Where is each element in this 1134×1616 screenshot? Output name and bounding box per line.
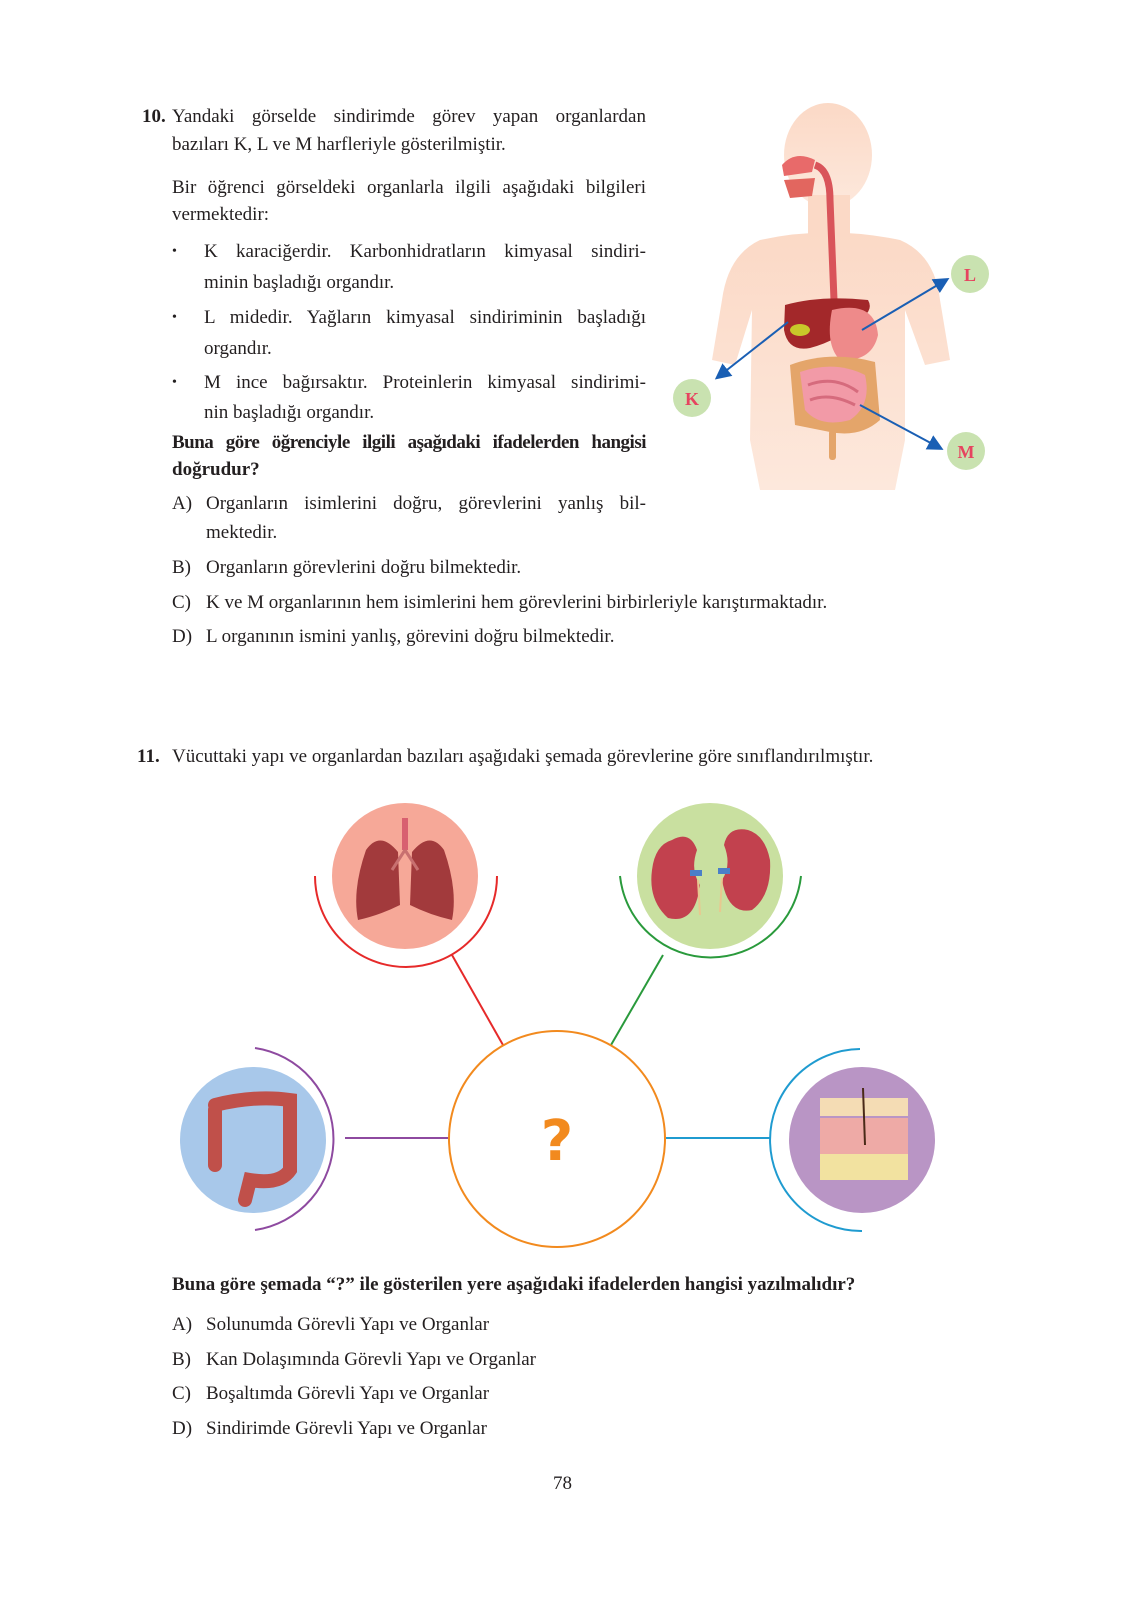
q10-intro-line: Bir öğrenci görseldeki organlarla ilgili aşağıdaki bilgileri: [172, 177, 646, 198]
option-text: K ve M organlarının hem isimlerini hem görevlerini birbirleriyle karıştırmaktadır.: [206, 592, 828, 613]
option-text: L organının ismini yanlış, görevini doğru bilmektedir.: [206, 626, 615, 647]
label-l: L: [963, 265, 977, 285]
lungs-icon: [332, 803, 478, 949]
bullet-icon: •: [172, 310, 177, 325]
bullet-icon: •: [172, 244, 177, 259]
q11-option-c[interactable]: [172, 1382, 489, 1406]
label-k: K: [684, 389, 700, 409]
q10-stem-line: Yandaki görselde sindirimde görev yapan organlardan: [172, 106, 646, 127]
connector-lungs: [452, 955, 503, 1045]
q11-option-b[interactable]: [172, 1348, 536, 1372]
bullet-line: K karaciğerdir. Karbonhidratların kimyasal sindiri-: [204, 241, 646, 262]
bullet-line: organdır.: [204, 338, 272, 359]
option-text: Organların görevlerini doğru bilmektedir.: [206, 557, 522, 578]
option-text: Boşaltımda Görevli Yapı ve Organlar: [206, 1383, 490, 1404]
option-letter: A): [172, 493, 193, 514]
q11-option-d[interactable]: [172, 1417, 487, 1441]
question-mark: ?: [540, 1109, 574, 1174]
option-letter: B): [172, 557, 191, 578]
q10-question-line: Buna göre öğrenciyle ilgili aşağıdaki ifadelerden hangisi: [172, 432, 646, 453]
question-10-number: 10.: [142, 106, 166, 127]
bullet-line: nin başladığı organdır.: [204, 402, 375, 423]
q11-stem: Vücuttaki yapı ve organlardan bazıları aşağıdaki şemada görevlerine göre sınıflandırılmıştır.: [172, 746, 874, 767]
page-number: 78: [553, 1473, 572, 1494]
q10-stem-line: bazıları K, L ve M harfleriyle gösterilmiştir.: [172, 134, 506, 155]
option-letter: D): [172, 1418, 193, 1439]
option-letter: D): [172, 626, 193, 647]
q10-intro-line: vermektedir:: [172, 204, 270, 225]
option-letter: C): [172, 592, 191, 613]
large-intestine-icon: [180, 1067, 326, 1213]
option-letter: C): [172, 1383, 191, 1404]
option-letter: A): [172, 1314, 193, 1335]
bullet-line: M ince bağırsaktır. Proteinlerin kimyasal sindirimi-: [204, 372, 646, 393]
bullet-line: L midedir. Yağların kimyasal sindiriminin başladığı: [204, 307, 646, 328]
connector-kidneys: [611, 955, 663, 1045]
q10-question-line: doğrudur?: [172, 459, 260, 480]
option-letter: B): [172, 1349, 191, 1370]
q11-option-a[interactable]: [172, 1313, 489, 1337]
q11-question: Buna göre şemada “?” ile gösterilen yere aşağıdaki ifadelerden hangisi yazılmalıdır?: [172, 1274, 856, 1295]
label-m: M: [957, 442, 975, 462]
option-text: Kan Dolaşımında Görevli Yapı ve Organlar: [206, 1349, 536, 1370]
bullet-line: minin başladığı organdır.: [204, 272, 395, 293]
option-text: Solunumda Görevli Yapı ve Organlar: [206, 1314, 490, 1335]
question-11-number: 11.: [137, 746, 160, 767]
option-text: Sindirimde Görevli Yapı ve Organlar: [206, 1418, 487, 1439]
option-text: Organların isimlerini doğru, görevlerini yanlış bil-: [206, 493, 646, 514]
option-text-continued: mektedir.: [206, 522, 278, 543]
bullet-icon: •: [172, 375, 177, 390]
kidneys-icon: [637, 803, 783, 949]
skin-icon: [789, 1067, 935, 1213]
